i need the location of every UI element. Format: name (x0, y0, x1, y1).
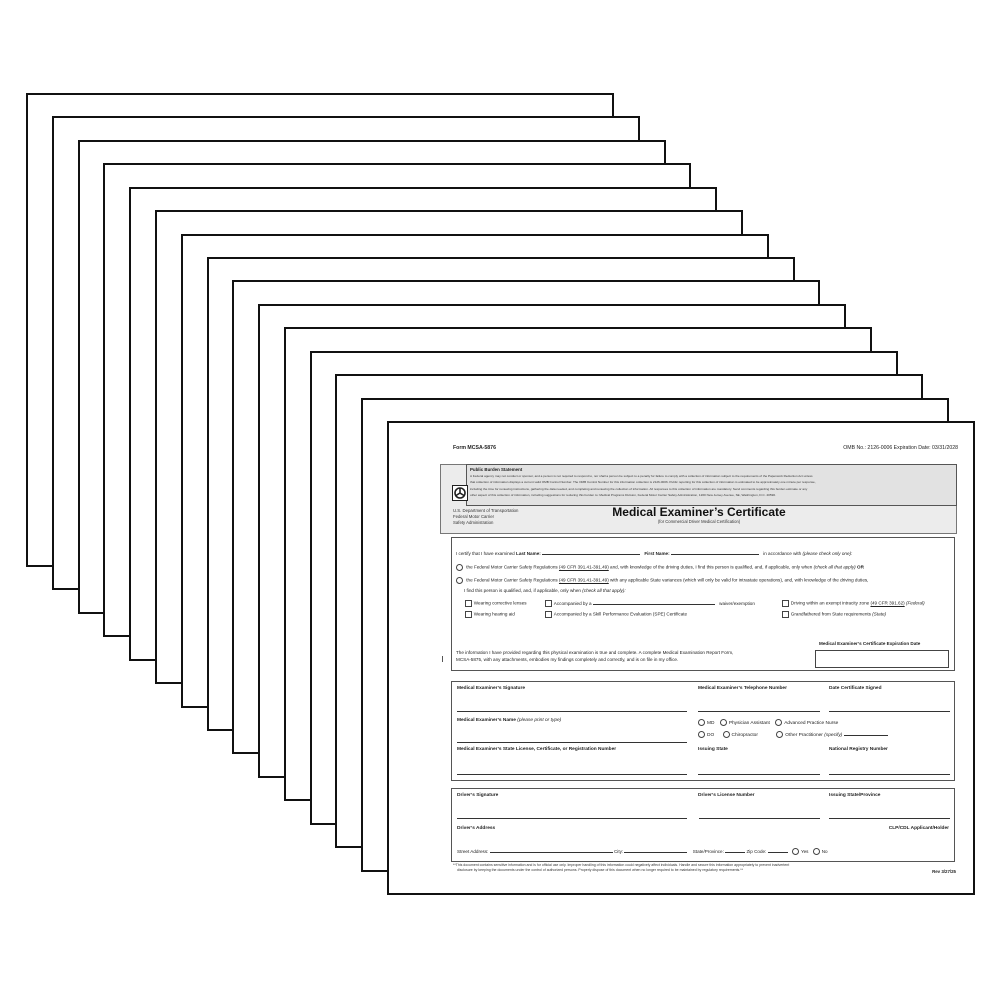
examiner-telephone-field[interactable] (698, 711, 820, 712)
public-burden-statement (466, 464, 957, 506)
examiner-telephone-label: Medical Examiner’s Telephone Number (698, 686, 787, 691)
examination-statement: The information I have provided regarding this physical examination is true and complete. A complete Medical Examination Report Form, MCSA-5875, with any attachments, embodies my findings completely and correctly, and is on file in my office. (456, 650, 734, 662)
credential-options-row1: MD Physician Assistant Advanced Practice Nurse (698, 719, 838, 727)
issuing-state-label: Issuing State (698, 747, 728, 752)
checkbox[interactable] (782, 611, 789, 618)
state-variances-radio[interactable] (456, 577, 463, 584)
md-radio[interactable] (698, 719, 705, 726)
check-intracity-zone[interactable]: Driving within an exempt intracity zone (49 CFR 391.62) (Federal) (782, 600, 925, 607)
zip-code-field[interactable] (768, 848, 788, 853)
driver-signature-label: Driver’s Signature (457, 793, 499, 798)
national-registry-label: National Registry Number (829, 747, 888, 752)
city-field[interactable] (624, 848, 687, 853)
last-name-field[interactable] (542, 550, 640, 555)
chiropractor-radio[interactable] (723, 731, 730, 738)
examiner-name-field[interactable] (457, 742, 687, 743)
examiner-signature-field[interactable] (457, 711, 687, 712)
federal-regulations-radio[interactable] (456, 564, 463, 571)
issuing-province-label: Issuing State/Province (829, 793, 881, 798)
form-subtitle: (for Commercial Driver Medical Certification) (657, 519, 741, 524)
credential-options-row2: DO Chiropractor Other Practitioner (specify) (698, 731, 888, 740)
license-number-label: Medical Examiner’s State License, Certificate, or Registration Number (457, 747, 617, 752)
physician-assistant-radio[interactable] (720, 719, 727, 726)
option-state-variances: the Federal Motor Carrier Safety Regulations (49 CFR 391.41-391.49) with any applicable State variances (which will only be valid for intrastate operations), and, with knowledge of the driving duties, (456, 577, 868, 584)
issuing-province-field[interactable] (829, 818, 950, 819)
examiner-name-label: Medical Examiner’s Name (please print or type) (457, 718, 562, 723)
clp-cdl-label: CLP/CDL Applicant/Holder (888, 826, 949, 831)
examiner-signature-label: Medical Examiner’s Signature (457, 686, 525, 691)
check-corrective-lenses[interactable]: Wearing corrective lenses (465, 600, 527, 607)
check-accompanied-waiver[interactable]: Accompanied by a waiver/exemption (545, 600, 755, 608)
driver-license-label: Driver’s License Number (698, 793, 755, 798)
driver-address-row: Street Address: City: State/Province: Zip Code: Yes No (457, 849, 828, 854)
state-province-field[interactable] (725, 848, 745, 853)
expiration-date-field[interactable] (815, 650, 949, 668)
form-title-block (549, 506, 849, 525)
certify-line: I certify that I have examined Last Name: First Name: in accordance with (please check only one): (456, 551, 853, 556)
date-signed-field[interactable] (829, 711, 950, 712)
checkbox[interactable] (465, 600, 472, 607)
checkbox[interactable] (782, 600, 789, 607)
license-number-field[interactable] (457, 774, 687, 775)
form-number: Form MCSA-5876 (453, 445, 496, 451)
option-federal: the Federal Motor Carrier Safety Regulations (49 CFR 391.41-391.49) and, with knowledge of the driving duties, I find this person is qualified, and, if applicable, only when (check all that apply) OR (456, 564, 864, 571)
check-grandfathered[interactable]: Grandfathered from State requirements (State) (782, 611, 886, 618)
burden-line: A Federal agency may not conduct or sponsor, and a person is not required to respond to, nor shall a person be subject to a penalty for failure to comply with a collection of information subject to the requirements of the Paperwork Reduction Act unless (470, 473, 813, 478)
check-spe-certificate[interactable]: Accompanied by a Skill Performance Evaluation (SPE) Certificate (545, 611, 687, 618)
agency-name: U.S. Department of Transportation Federal Motor Carrier Safety Administration (453, 508, 519, 526)
street-address-field[interactable] (490, 848, 613, 853)
first-name-field[interactable] (671, 550, 759, 555)
option-state-variances-cont: I find this person is qualified, and, if applicable, only when (check all that apply): (464, 588, 626, 593)
other-practitioner-field[interactable] (844, 731, 888, 736)
clp-yes-radio[interactable] (792, 848, 799, 855)
check-hearing-aid[interactable]: Wearing hearing aid (465, 611, 515, 618)
revision-date: Rev 3/27/25 (932, 869, 956, 874)
driver-signature-field[interactable] (457, 818, 687, 819)
date-signed-label: Date Certificate Signed (829, 686, 882, 691)
clp-no-radio[interactable] (813, 848, 820, 855)
dot-logo-icon (452, 485, 468, 501)
confidentiality-footer: **This document contains sensitive information and is for official use only. Improper handling of this information could negatively affect individuals. Handle and secure this information appropriately to prevent inadvertent disclosure by keeping the documents under the control of authorized persons. Properly dispose of this document when no longer required to be maintained by regulatory requirements.** (453, 863, 790, 872)
form-title: Medical Examiner’s Certificate (612, 505, 786, 519)
national-registry-field[interactable] (829, 774, 950, 775)
burden-line: including the time for reviewing instructions, gathering the data needed, and completing and reviewing the collection of information. All responses to this collection of information are mandatory. Send comments regarding this burden estimate or any (470, 486, 808, 491)
advanced-practice-nurse-radio[interactable] (775, 719, 782, 726)
waiver-field[interactable] (593, 600, 715, 605)
do-radio[interactable] (698, 731, 705, 738)
other-practitioner-radio[interactable] (776, 731, 783, 738)
burden-line: other aspect of this collection of information, including suggestions for reducing this burden to: Medical Programs Division, Federal Motor Carrier Safety Administration, 1200 New Jersey Avenue, SE, Washington, D.C. 20590. (470, 493, 776, 498)
checkbox[interactable] (545, 600, 552, 607)
checkbox[interactable] (465, 611, 472, 618)
expiration-date-label: Medical Examiner’s Certificate Expiration Date (819, 641, 921, 646)
burden-line: that collection of information displays a current valid OMB Control Number. The OMB Control Number for this information collection is 2126-0006. Public reporting for this collection of information is estimated to be approximately one minute per response, (470, 480, 816, 485)
issuing-state-field[interactable] (698, 774, 820, 775)
omb-number: OMB No.: 2126-0006 Expiration Date: 03/31/2028 (843, 445, 958, 451)
medical-examiners-certificate-form (387, 421, 975, 895)
burden-title: Public Burden Statement (470, 467, 523, 472)
driver-address-label: Driver’s Address (457, 826, 496, 831)
tick-mark (442, 656, 443, 662)
driver-license-field[interactable] (699, 818, 820, 819)
checkbox[interactable] (545, 611, 552, 618)
